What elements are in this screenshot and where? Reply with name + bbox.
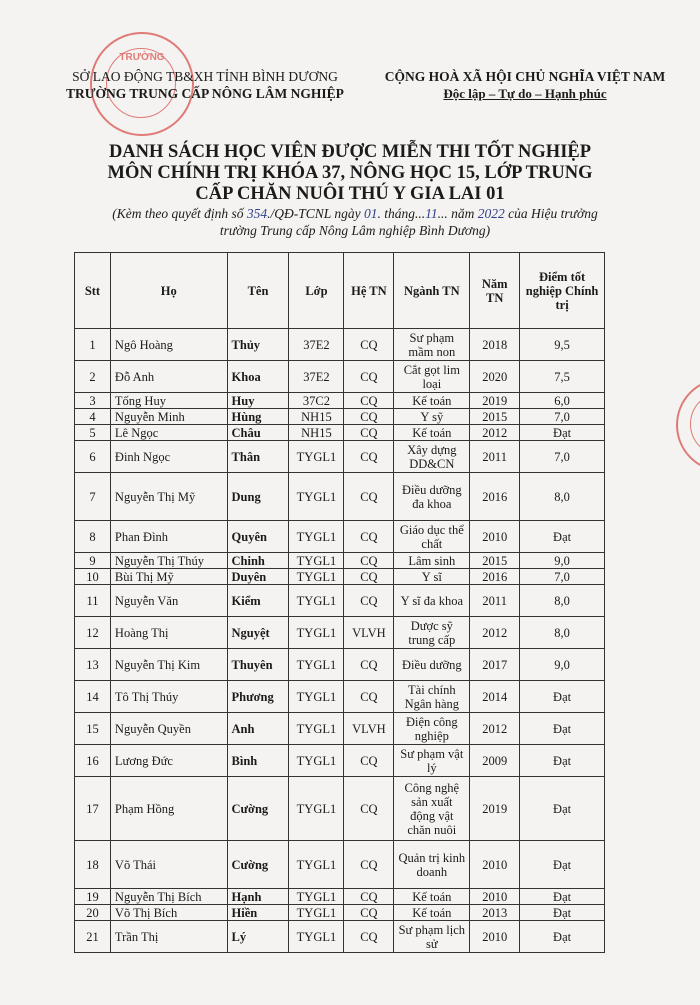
table-row bbox=[75, 553, 605, 569]
cell-nganh-tn: Kế toán bbox=[394, 393, 470, 409]
cell-ten: Thuyên bbox=[227, 649, 289, 681]
cell-diem: 7,0 bbox=[520, 441, 605, 473]
table-header-row bbox=[75, 253, 605, 329]
cell-ho: Hoàng Thị bbox=[110, 617, 227, 649]
cell-nam-tn: 2016 bbox=[470, 473, 520, 521]
cell-nam-tn: 2010 bbox=[470, 841, 520, 889]
table-body bbox=[75, 329, 605, 953]
cell-ten: Châu bbox=[227, 425, 289, 441]
subtitle-text-2: ./QĐ-TCNL ngày bbox=[267, 206, 365, 221]
subtitle-line-1 bbox=[90, 205, 620, 222]
cell-ho: Nguyễn Thị Bích bbox=[110, 889, 227, 905]
cell-ho: Đỗ Anh bbox=[110, 361, 227, 393]
cell-lop: TYGL1 bbox=[289, 473, 344, 521]
table-row bbox=[75, 921, 605, 953]
cell-ten: Hùng bbox=[227, 409, 289, 425]
cell-ten: Kiểm bbox=[227, 585, 289, 617]
issuer-department: SỞ LAO ĐỘNG TB&XH TỈNH BÌNH DƯƠNG bbox=[72, 69, 338, 84]
cell-diem: 7,5 bbox=[520, 361, 605, 393]
cell-nam-tn: 2016 bbox=[470, 569, 520, 585]
cell-nam-tn: 2010 bbox=[470, 889, 520, 905]
cell-diem: Đạt bbox=[520, 745, 605, 777]
cell-nganh-tn: Điện công nghiệp bbox=[394, 713, 470, 745]
cell-he-tn: CQ bbox=[344, 393, 394, 409]
cell-nam-tn: 2014 bbox=[470, 681, 520, 713]
cell-he-tn: CQ bbox=[344, 441, 394, 473]
header-ten: Tên bbox=[227, 253, 289, 329]
cell-stt: 7 bbox=[75, 473, 111, 521]
cell-nganh-tn: Xây dựng DD&CN bbox=[394, 441, 470, 473]
cell-he-tn: VLVH bbox=[344, 617, 394, 649]
cell-diem: 9,0 bbox=[520, 649, 605, 681]
cell-stt: 5 bbox=[75, 425, 111, 441]
cell-lop: TYGL1 bbox=[289, 745, 344, 777]
cell-lop: TYGL1 bbox=[289, 569, 344, 585]
cell-he-tn: CQ bbox=[344, 889, 394, 905]
student-table bbox=[74, 252, 605, 953]
cell-nganh-tn: Điều dưỡng đa khoa bbox=[394, 473, 470, 521]
cell-stt: 1 bbox=[75, 329, 111, 361]
cell-ho: Ngô Hoàng bbox=[110, 329, 227, 361]
cell-he-tn: CQ bbox=[344, 409, 394, 425]
table-row bbox=[75, 441, 605, 473]
title-line-2: MÔN CHÍNH TRỊ KHÓA 37, NÔNG HỌC 15, LỚP TRUNG bbox=[107, 163, 593, 183]
cell-nam-tn: 2012 bbox=[470, 617, 520, 649]
table-row bbox=[75, 425, 605, 441]
stamp-text: TRƯỜNG bbox=[119, 52, 165, 63]
cell-ten: Huy bbox=[227, 393, 289, 409]
cell-nganh-tn: Kế toán bbox=[394, 905, 470, 921]
title-line-3: CẤP CHĂN NUÔI THÚ Y GIA LAI 01 bbox=[195, 184, 505, 204]
subtitle-text-4: ... năm bbox=[437, 206, 478, 221]
cell-nam-tn: 2015 bbox=[470, 553, 520, 569]
cell-diem: 9,5 bbox=[520, 329, 605, 361]
cell-diem: 6,0 bbox=[520, 393, 605, 409]
table-row bbox=[75, 889, 605, 905]
cell-ho: Nguyễn Minh bbox=[110, 409, 227, 425]
cell-nganh-tn: Tài chính Ngân hàng bbox=[394, 681, 470, 713]
cell-nganh-tn: Y sĩ bbox=[394, 569, 470, 585]
cell-ho: Nguyễn Văn bbox=[110, 585, 227, 617]
cell-ten: Nguyệt bbox=[227, 617, 289, 649]
cell-ten: Hiền bbox=[227, 905, 289, 921]
cell-diem: 8,0 bbox=[520, 473, 605, 521]
cell-lop: 37E2 bbox=[289, 361, 344, 393]
table-row bbox=[75, 409, 605, 425]
cell-stt: 20 bbox=[75, 905, 111, 921]
cell-stt: 13 bbox=[75, 649, 111, 681]
cell-ten: Dung bbox=[227, 473, 289, 521]
cell-diem: 7,0 bbox=[520, 409, 605, 425]
cell-stt: 4 bbox=[75, 409, 111, 425]
cell-ho: Đinh Ngọc bbox=[110, 441, 227, 473]
cell-diem: Đạt bbox=[520, 841, 605, 889]
country-name: CỘNG HOÀ XÃ HỘI CHỦ NGHĨA VIỆT NAM bbox=[384, 69, 666, 84]
table-row bbox=[75, 473, 605, 521]
cell-nam-tn: 2009 bbox=[470, 745, 520, 777]
cell-nam-tn: 2012 bbox=[470, 713, 520, 745]
cell-nganh-tn: Dược sỹ trung cấp bbox=[394, 617, 470, 649]
cell-he-tn: CQ bbox=[344, 553, 394, 569]
header-nganh-tn: Ngành TN bbox=[394, 253, 470, 329]
cell-he-tn: CQ bbox=[344, 841, 394, 889]
header-ho: Họ bbox=[110, 253, 227, 329]
cell-nam-tn: 2020 bbox=[470, 361, 520, 393]
cell-stt: 9 bbox=[75, 553, 111, 569]
cell-ho: Phạm Hồng bbox=[110, 777, 227, 841]
header-nam-tn: Năm TN bbox=[470, 253, 520, 329]
cell-lop: TYGL1 bbox=[289, 889, 344, 905]
cell-he-tn: CQ bbox=[344, 329, 394, 361]
cell-nganh-tn: Sư phạm mầm non bbox=[394, 329, 470, 361]
cell-diem: Đạt bbox=[520, 681, 605, 713]
table-row bbox=[75, 393, 605, 409]
title-line-1: DANH SÁCH HỌC VIÊN ĐƯỢC MIỄN THI TỐT NGHIỆP bbox=[108, 142, 592, 162]
cell-nganh-tn: Điều dưỡng bbox=[394, 649, 470, 681]
cell-lop: TYGL1 bbox=[289, 841, 344, 889]
cell-he-tn: CQ bbox=[344, 569, 394, 585]
cell-lop: TYGL1 bbox=[289, 521, 344, 553]
subtitle-text-5: của Hiệu trưởng bbox=[504, 206, 598, 221]
document-subtitle bbox=[90, 205, 620, 239]
cell-diem: 9,0 bbox=[520, 553, 605, 569]
cell-lop: TYGL1 bbox=[289, 713, 344, 745]
cell-he-tn: CQ bbox=[344, 521, 394, 553]
cell-ho: Tô Thị Thúy bbox=[110, 681, 227, 713]
cell-nganh-tn: Kế toán bbox=[394, 889, 470, 905]
subtitle-line-2: trường Trung cấp Nông Lâm nghiệp Bình Dương) bbox=[219, 223, 491, 238]
cell-ten: Duyên bbox=[227, 569, 289, 585]
cell-nganh-tn: Lâm sinh bbox=[394, 553, 470, 569]
cell-ten: Phương bbox=[227, 681, 289, 713]
cell-diem: 7,0 bbox=[520, 569, 605, 585]
header-diem: Điểm tốt nghiệp Chính trị bbox=[520, 253, 605, 329]
decision-day: 01 bbox=[364, 206, 378, 221]
document-title bbox=[90, 142, 610, 205]
cell-ho: Lê Ngọc bbox=[110, 425, 227, 441]
cell-nam-tn: 2012 bbox=[470, 425, 520, 441]
document-header bbox=[0, 68, 700, 112]
cell-he-tn: VLVH bbox=[344, 713, 394, 745]
cell-he-tn: CQ bbox=[344, 649, 394, 681]
cell-ten: Thân bbox=[227, 441, 289, 473]
table-row bbox=[75, 713, 605, 745]
motto-text: Độc lập – Tự do – Hạnh phúc bbox=[443, 86, 607, 101]
table-row bbox=[75, 329, 605, 361]
cell-lop: TYGL1 bbox=[289, 617, 344, 649]
cell-nam-tn: 2018 bbox=[470, 329, 520, 361]
cell-he-tn: CQ bbox=[344, 681, 394, 713]
cell-stt: 21 bbox=[75, 921, 111, 953]
header-stt: Stt bbox=[75, 253, 111, 329]
cell-he-tn: CQ bbox=[344, 425, 394, 441]
cell-stt: 3 bbox=[75, 393, 111, 409]
cell-ten: Cường bbox=[227, 841, 289, 889]
cell-diem: Đạt bbox=[520, 713, 605, 745]
cell-lop: NH15 bbox=[289, 425, 344, 441]
cell-he-tn: CQ bbox=[344, 361, 394, 393]
table-row bbox=[75, 585, 605, 617]
cell-nam-tn: 2011 bbox=[470, 585, 520, 617]
cell-nganh-tn: Công nghệ sản xuất động vật chăn nuôi bbox=[394, 777, 470, 841]
cell-nam-tn: 2019 bbox=[470, 777, 520, 841]
table-row bbox=[75, 569, 605, 585]
cell-nam-tn: 2019 bbox=[470, 393, 520, 409]
cell-nganh-tn: Quản trị kinh doanh bbox=[394, 841, 470, 889]
cell-stt: 15 bbox=[75, 713, 111, 745]
cell-nganh-tn: Giáo dục thể chất bbox=[394, 521, 470, 553]
cell-nam-tn: 2013 bbox=[470, 905, 520, 921]
cell-nganh-tn: Sư phạm lịch sử bbox=[394, 921, 470, 953]
cell-stt: 16 bbox=[75, 745, 111, 777]
cell-stt: 14 bbox=[75, 681, 111, 713]
cell-lop: TYGL1 bbox=[289, 441, 344, 473]
cell-ho: Tống Huy bbox=[110, 393, 227, 409]
cell-nam-tn: 2011 bbox=[470, 441, 520, 473]
side-stamp bbox=[676, 378, 700, 472]
table-row bbox=[75, 681, 605, 713]
cell-lop: TYGL1 bbox=[289, 681, 344, 713]
cell-lop: TYGL1 bbox=[289, 777, 344, 841]
cell-nganh-tn: Cắt gọt lim loại bbox=[394, 361, 470, 393]
subtitle-text-3: . tháng... bbox=[377, 206, 426, 221]
cell-lop: TYGL1 bbox=[289, 649, 344, 681]
cell-he-tn: CQ bbox=[344, 745, 394, 777]
table-row bbox=[75, 841, 605, 889]
cell-diem: Đạt bbox=[520, 921, 605, 953]
cell-lop: NH15 bbox=[289, 409, 344, 425]
issuer-block bbox=[40, 68, 370, 102]
cell-diem: Đạt bbox=[520, 521, 605, 553]
decision-number: 354 bbox=[246, 206, 268, 221]
cell-stt: 6 bbox=[75, 441, 111, 473]
cell-ho: Bùi Thị Mỹ bbox=[110, 569, 227, 585]
cell-he-tn: CQ bbox=[344, 473, 394, 521]
cell-lop: 37C2 bbox=[289, 393, 344, 409]
cell-ten: Lý bbox=[227, 921, 289, 953]
cell-ho: Nguyễn Thị Mỹ bbox=[110, 473, 227, 521]
decision-month: 11 bbox=[425, 206, 438, 221]
cell-ten: Anh bbox=[227, 713, 289, 745]
cell-ho: Nguyễn Thị Thúy bbox=[110, 553, 227, 569]
cell-lop: TYGL1 bbox=[289, 905, 344, 921]
cell-ten: Hạnh bbox=[227, 889, 289, 905]
cell-nganh-tn: Y sĩ đa khoa bbox=[394, 585, 470, 617]
motto bbox=[370, 85, 680, 102]
cell-lop: 37E2 bbox=[289, 329, 344, 361]
table-row bbox=[75, 361, 605, 393]
cell-stt: 2 bbox=[75, 361, 111, 393]
cell-ho: Trần Thị bbox=[110, 921, 227, 953]
cell-stt: 19 bbox=[75, 889, 111, 905]
cell-lop: TYGL1 bbox=[289, 553, 344, 569]
cell-diem: Đạt bbox=[520, 889, 605, 905]
cell-ten: Bình bbox=[227, 745, 289, 777]
cell-ten: Cường bbox=[227, 777, 289, 841]
cell-stt: 17 bbox=[75, 777, 111, 841]
header-lop: Lớp bbox=[289, 253, 344, 329]
cell-diem: Đạt bbox=[520, 777, 605, 841]
table-row bbox=[75, 649, 605, 681]
issuer-school: TRƯỜNG TRUNG CẤP NÔNG LÂM NGHIỆP bbox=[66, 86, 344, 101]
table-row bbox=[75, 745, 605, 777]
cell-ten: Chinh bbox=[227, 553, 289, 569]
table-row bbox=[75, 905, 605, 921]
cell-ho: Lương Đức bbox=[110, 745, 227, 777]
cell-nganh-tn: Kế toán bbox=[394, 425, 470, 441]
cell-stt: 10 bbox=[75, 569, 111, 585]
cell-nam-tn: 2017 bbox=[470, 649, 520, 681]
cell-stt: 18 bbox=[75, 841, 111, 889]
cell-nganh-tn: Sư phạm vật lý bbox=[394, 745, 470, 777]
cell-ho: Võ Thị Bích bbox=[110, 905, 227, 921]
cell-he-tn: CQ bbox=[344, 777, 394, 841]
cell-nganh-tn: Y sỹ bbox=[394, 409, 470, 425]
cell-stt: 12 bbox=[75, 617, 111, 649]
cell-diem: Đạt bbox=[520, 905, 605, 921]
cell-stt: 11 bbox=[75, 585, 111, 617]
cell-he-tn: CQ bbox=[344, 585, 394, 617]
national-motto-block bbox=[370, 68, 680, 102]
cell-nam-tn: 2015 bbox=[470, 409, 520, 425]
cell-diem: Đạt bbox=[520, 425, 605, 441]
cell-ho: Phan Đình bbox=[110, 521, 227, 553]
cell-he-tn: CQ bbox=[344, 921, 394, 953]
cell-lop: TYGL1 bbox=[289, 921, 344, 953]
cell-ten: Khoa bbox=[227, 361, 289, 393]
cell-nam-tn: 2010 bbox=[470, 521, 520, 553]
cell-ho: Võ Thái bbox=[110, 841, 227, 889]
table-row bbox=[75, 521, 605, 553]
decision-year: 2022 bbox=[477, 206, 505, 221]
cell-diem: 8,0 bbox=[520, 617, 605, 649]
table-row bbox=[75, 617, 605, 649]
cell-nam-tn: 2010 bbox=[470, 921, 520, 953]
cell-ten: Thủy bbox=[227, 329, 289, 361]
subtitle-text-1: (Kèm theo quyết định số bbox=[112, 206, 247, 221]
table-row bbox=[75, 777, 605, 841]
cell-stt: 8 bbox=[75, 521, 111, 553]
cell-lop: TYGL1 bbox=[289, 585, 344, 617]
header-he-tn: Hệ TN bbox=[344, 253, 394, 329]
cell-diem: 8,0 bbox=[520, 585, 605, 617]
cell-ho: Nguyễn Thị Kim bbox=[110, 649, 227, 681]
cell-he-tn: CQ bbox=[344, 905, 394, 921]
cell-ho: Nguyễn Quyền bbox=[110, 713, 227, 745]
cell-ten: Quyên bbox=[227, 521, 289, 553]
